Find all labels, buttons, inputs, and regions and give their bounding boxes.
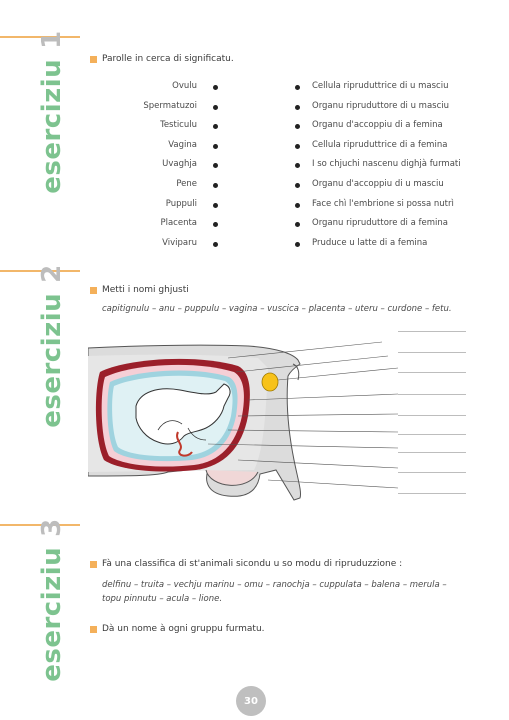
definition-label: Cellula ripruduttrice di u masciu xyxy=(312,81,449,91)
answer-line[interactable] xyxy=(398,472,466,473)
term-match-dot[interactable] xyxy=(213,85,218,90)
term-label: Ovulu xyxy=(172,81,197,91)
term-match-dot[interactable] xyxy=(213,242,218,247)
definition-match-dot[interactable] xyxy=(295,203,300,208)
ex3-animal-list-line1: delfinu – truita – vechju marinu – omu – ranochja – cuppulata – balena – merula – xyxy=(102,580,447,590)
answer-line[interactable] xyxy=(398,415,466,416)
ex3-animal-list-line2: topu pinnutu – acula – lione. xyxy=(102,594,223,604)
cow-reproductive-diagram xyxy=(88,320,468,515)
answer-line[interactable] xyxy=(398,394,466,395)
definition-label: Face chì l'embrione si possa nutrì xyxy=(312,198,454,209)
definition-match-dot[interactable] xyxy=(295,222,300,227)
term-match-dot[interactable] xyxy=(213,222,218,227)
term-match-dot[interactable] xyxy=(213,203,218,208)
term-label: Spermatuzoi xyxy=(143,100,197,111)
definition-match-dot[interactable] xyxy=(295,183,300,188)
ex2-instruction: Metti i nomi ghjusti xyxy=(102,285,189,295)
term-label: Uvaghja xyxy=(162,159,197,170)
answer-line[interactable] xyxy=(398,352,466,353)
ex2-word-list: capitignulu – anu – puppulu – vagina – vuscica – placenta – uteru – curdone – fetu. xyxy=(102,304,452,314)
bullet-square-icon xyxy=(90,56,97,63)
term-label: Placenta xyxy=(160,218,197,229)
definition-label: Organu d'accoppiu di a femina xyxy=(312,120,443,131)
term-match-dot[interactable] xyxy=(213,144,218,149)
definition-label: Organu d'accoppiu di u masciu xyxy=(312,179,444,189)
answer-line[interactable] xyxy=(398,372,466,373)
definition-label: I so chjuchi nascenu dighjà furmati xyxy=(312,159,461,170)
definition-match-dot[interactable] xyxy=(295,105,300,110)
answer-line[interactable] xyxy=(398,331,466,332)
page-number: 30 xyxy=(236,686,266,716)
definition-match-dot[interactable] xyxy=(295,85,300,90)
definition-match-dot[interactable] xyxy=(295,144,300,149)
term-match-dot[interactable] xyxy=(213,183,218,188)
term-match-dot[interactable] xyxy=(213,163,218,168)
bullet-square-icon xyxy=(90,561,97,568)
term-label: Pene xyxy=(176,179,197,189)
term-match-dot[interactable] xyxy=(213,124,218,129)
definition-label: Organu ripruduttore di u masciu xyxy=(312,100,450,111)
definition-match-dot[interactable] xyxy=(295,163,300,168)
bullet-square-icon xyxy=(90,626,97,633)
term-match-dot[interactable] xyxy=(213,105,218,110)
bullet-square-icon xyxy=(90,287,97,294)
ex1-instruction: Parolle in cerca di significatu. xyxy=(102,54,234,64)
definition-label: Cellula ripruduttrice di a femina xyxy=(312,139,448,150)
definition-match-dot[interactable] xyxy=(295,242,300,247)
definition-label: Pruduce u latte di a femina xyxy=(312,237,428,248)
answer-line[interactable] xyxy=(398,434,466,435)
definition-label: Organu ripruduttore di a femina xyxy=(312,218,448,229)
definition-match-dot[interactable] xyxy=(295,124,300,129)
term-label: Viviparu xyxy=(162,237,197,248)
answer-line[interactable] xyxy=(398,452,466,453)
term-label: Vagina xyxy=(168,139,197,150)
term-label: Puppuli xyxy=(165,198,197,209)
answer-line[interactable] xyxy=(398,493,466,494)
ex3-instruction-2: Dà un nome à ogni gruppu furmatu. xyxy=(102,624,265,634)
term-label: Testiculu xyxy=(160,120,197,131)
ex3-instruction: Fà una classifica di st'animali sicondu u so modu di ripruduzzione : xyxy=(102,559,403,569)
